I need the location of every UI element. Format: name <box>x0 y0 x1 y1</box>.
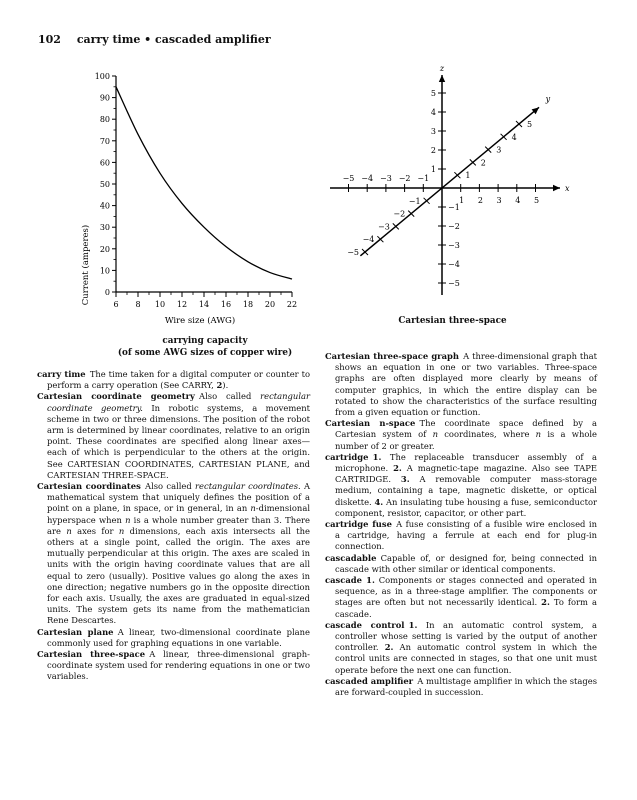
page-number: 102 <box>38 33 61 46</box>
x-tick-label: 20 <box>264 300 276 309</box>
entry-definition-text: n <box>432 429 438 440</box>
z-tick-label: −2 <box>448 222 460 231</box>
entry-definition-text: A magnetic-tape magazine. Also see TAPE CARTRIDGE. <box>335 463 597 485</box>
chart-caption-line-2: (of some AWG sizes of copper wire) <box>117 348 293 358</box>
y-tick-label: 60 <box>99 158 110 168</box>
y-tick-label: 30 <box>99 223 110 233</box>
entry-definition-text: rectangular coordinates. <box>195 481 301 492</box>
z-tick-label: 1 <box>430 165 436 174</box>
x-tick-label: 6 <box>113 300 119 309</box>
x-tick-label: 2 <box>477 196 483 205</box>
entry-definition-text: The coordinate space defined by a Cartesian system of <box>335 418 597 440</box>
x-tick-label: −5 <box>342 174 355 183</box>
x-tick-label: 16 <box>220 300 232 309</box>
entry-term: cartridge <box>325 451 369 462</box>
x-tick-label: 22 <box>286 300 298 309</box>
entry-definition-text: A three-dimensional graph that shows an equation in one or two variables. Three-space graphs are often displayed more clearly by means of computer graphics, in which the entire display can be rotated to show the characteristics of the surface resulting from a given equation or function. <box>335 351 598 418</box>
x-axis-label: x <box>565 184 570 193</box>
entry-definition-text: ). <box>222 380 229 391</box>
z-tick-label: 4 <box>430 108 436 117</box>
diagram-caption: Cartesian three-space <box>398 316 507 326</box>
entry-term: cascade control <box>325 619 405 630</box>
carrying-capacity-chart <box>70 60 320 330</box>
y-tick-label: 5 <box>527 120 533 129</box>
y-tick-label: 0 <box>104 288 110 297</box>
x-tick-label: −3 <box>380 174 392 183</box>
entry-definition-text: n <box>66 525 72 536</box>
entry-term: Cartesian coordinate geometry <box>37 391 195 402</box>
z-tick-label: −1 <box>448 203 460 212</box>
cartesian-three-space-diagram <box>330 65 585 305</box>
entry-term: Cartesian plane <box>37 626 114 637</box>
x-tick-label: 12 <box>176 300 188 309</box>
dictionary-entry <box>325 620 597 676</box>
y-tick-label: 80 <box>99 115 110 125</box>
y-tick-label: 4 <box>511 132 517 142</box>
entry-definition-text: A linear, three-dimensional graph-coordinate system used for rendering equations in one or two variables. <box>47 649 310 682</box>
x-tick-label: 10 <box>154 300 166 309</box>
entry-definition-text: Capable of, or designed for, being connected in cascade with other similar or identical components. <box>335 552 597 574</box>
y-tick-label: 90 <box>99 93 110 103</box>
entry-term: cascadable <box>325 552 377 563</box>
entry-definition-text: A multistage amplifier in which the stages are forward-coupled in succession. <box>335 675 597 698</box>
entry-definition-text: A linear, two-dimensional coordinate plane commonly used for graphing equations in one variable. <box>47 626 310 648</box>
entry-definition-text: 2. <box>393 463 402 474</box>
x-tick-label: 4 <box>515 196 521 205</box>
entry-definition-text: To form a cascade. <box>335 597 597 619</box>
entry-definition-text: 1. <box>372 451 382 462</box>
dictionary-entry <box>325 553 597 575</box>
z-tick-label: −5 <box>448 279 460 288</box>
entry-definition-text: dimensions, each axis intersects all the others at a single point, called the origin. The axes are mutually perpendicular at this origin. The axes are scaled in units with the origin having coordinate values that are all equal to zero (usually). Positive values go along the axes in one direction; negative numbers go in the opposite direction for each axis. Usually, the axes are graduated in equal-sized units. The system gets its name from the mathematician Rene Descartes. <box>47 525 310 626</box>
z-tick-label: 3 <box>430 127 436 136</box>
entry-definition-text: An automatic control system in which the control units are connected in stages, so that one unit must operate before the next one can function. <box>335 642 597 675</box>
dictionary-entry <box>325 575 597 620</box>
dictionary-entry <box>37 627 310 649</box>
x-tick-label: −4 <box>361 174 374 183</box>
x-tick-label: 5 <box>533 196 540 205</box>
y-tick-label: 2 <box>480 158 486 168</box>
x-tick-label: 3 <box>496 196 502 205</box>
y-tick-label: −3 <box>378 222 390 232</box>
z-axis-arrowhead <box>439 75 445 82</box>
right-column <box>325 351 597 698</box>
entry-definition-text: Also called <box>145 481 196 492</box>
running-head: carry time • cascaded amplifier <box>76 33 271 46</box>
y-tick-label: 100 <box>94 72 110 81</box>
entry-definition-text: A fuse consisting of a fusible wire enclosed in a cartridge, having a ferrule at each end for plug-in connection. <box>335 519 597 552</box>
y-tick-label: −5 <box>347 248 359 257</box>
entry-term: Cartesian three-space graph <box>325 351 459 361</box>
entry-definition-text: is a whole number greater than 3. There are <box>47 514 310 536</box>
z-axis-label: z <box>439 65 445 73</box>
y-tick-label: 10 <box>99 266 110 276</box>
y-axis-label: y <box>545 94 551 104</box>
entry-definition-text: In robotic systems, a movement scheme in two or three dimensions. The position of the robot arm is determined by linear coordinates, relative to an origin point. These coordinates are specified along linear axes—each of which is perpendicular to the others at the origin. See CARTESIAN COORDINATES, CARTESIAN PLANE, and CARTESIAN THREE-SPACE. <box>47 402 310 480</box>
z-tick-label: −3 <box>448 241 460 250</box>
entry-definition-text: -dimensional hyperspace when <box>47 503 310 525</box>
chart-caption <box>85 335 325 359</box>
y-tick-label: −2 <box>393 209 406 219</box>
x-tick-label: 1 <box>459 196 465 205</box>
x-tick-label: 14 <box>198 300 210 309</box>
z-tick-label: 5 <box>430 89 436 98</box>
dictionary-entry <box>325 452 597 519</box>
entry-term: cascaded amplifier <box>325 675 414 686</box>
dictionary-entry <box>325 519 597 553</box>
x-axis-arrowhead <box>553 185 560 191</box>
entry-definition-text: 3. <box>400 474 410 485</box>
entry-definition-text: Also called <box>199 391 261 402</box>
entry-definition-text: n <box>125 514 131 525</box>
dictionary-entry <box>37 649 310 683</box>
x-tick-label: −1 <box>417 174 430 183</box>
dictionary-entry <box>37 391 310 481</box>
x-tick-label: −2 <box>398 174 411 183</box>
y-tick-label: 50 <box>99 180 110 189</box>
entry-definition-text: In an automatic control system, a controller whose setting is varied by the output of another controller. <box>335 619 597 653</box>
carrying-capacity-curve <box>116 87 292 279</box>
entry-definition-text: A removable computer mass-storage medium, containing a tape, magnetic diskette, or optical diskette. <box>335 474 597 507</box>
entry-term: carry time <box>37 369 86 379</box>
y-tick-label: −4 <box>362 235 375 245</box>
x-tick-label: 18 <box>242 300 254 309</box>
entry-definition-text: 1. <box>366 575 375 586</box>
dictionary-entry <box>37 369 310 391</box>
entry-definition-text: n <box>535 429 542 440</box>
entry-definition-text: Components or stages connected and operated in sequence, as in a three-stage amplifier. The components or stages are often but not necessarily identical. <box>335 575 597 608</box>
z-tick-label: 2 <box>430 146 436 155</box>
entry-definition-text: 2 <box>216 380 223 391</box>
x-axis-label: Wire size (AWG) <box>164 316 236 326</box>
entry-term: Cartesian three-space <box>37 649 146 660</box>
entry-term: cartridge fuse <box>325 519 392 530</box>
y-tick-label: 70 <box>99 136 110 146</box>
entry-definition-text: 2. <box>541 597 550 608</box>
dictionary-entry <box>37 481 310 627</box>
z-tick-label: −4 <box>448 260 460 269</box>
running-header <box>38 33 271 46</box>
entry-definition-text: axes for <box>71 525 119 536</box>
entry-definition-text: 1. <box>408 619 418 630</box>
entry-definition-text: A mathematical system that uniquely defines the position of a point on a plane, in space, or in general, in an <box>47 481 311 514</box>
entry-definition-text: 4. <box>374 496 384 507</box>
dictionary-entry <box>325 351 597 418</box>
y-tick-label: 20 <box>99 244 110 254</box>
dictionary-entry <box>325 676 597 698</box>
entry-definition-text: The time taken for a digital computer or counter to perform a carry operation (See CARRY, <box>47 369 310 391</box>
y-tick-label: 3 <box>496 145 502 155</box>
entry-definition-text: n <box>250 503 256 514</box>
y-tick-label: 40 <box>99 201 110 211</box>
entry-definition-text: The replaceable transducer assembly of a microphone. <box>335 451 597 474</box>
entry-term: cascade <box>325 575 362 586</box>
entry-definition-text: 2. <box>384 642 394 653</box>
y-tick-label: −1 <box>408 196 421 206</box>
x-tick-label: 8 <box>135 300 141 309</box>
entry-term: Cartesian coordinates <box>37 481 141 492</box>
entry-definition-text: is a whole number of 2 or greater. <box>335 429 598 451</box>
entry-definition-text: n <box>118 525 125 536</box>
chart-caption-line-1: carrying capacity <box>162 336 248 346</box>
left-column <box>37 369 310 683</box>
entry-term: Cartesian n-space <box>325 418 416 429</box>
y-axis-label: Current (amperes) <box>81 224 91 306</box>
entry-definition-text: coordinates, where <box>437 429 536 440</box>
dictionary-entry <box>325 418 597 452</box>
y-tick-label: 1 <box>465 171 471 181</box>
entry-definition-text: rectangular coordinate geometry. <box>47 391 310 413</box>
entry-definition-text: An insulating tube housing a fuse, semiconductor component, resistor, capacitor, or other part. <box>335 496 597 518</box>
